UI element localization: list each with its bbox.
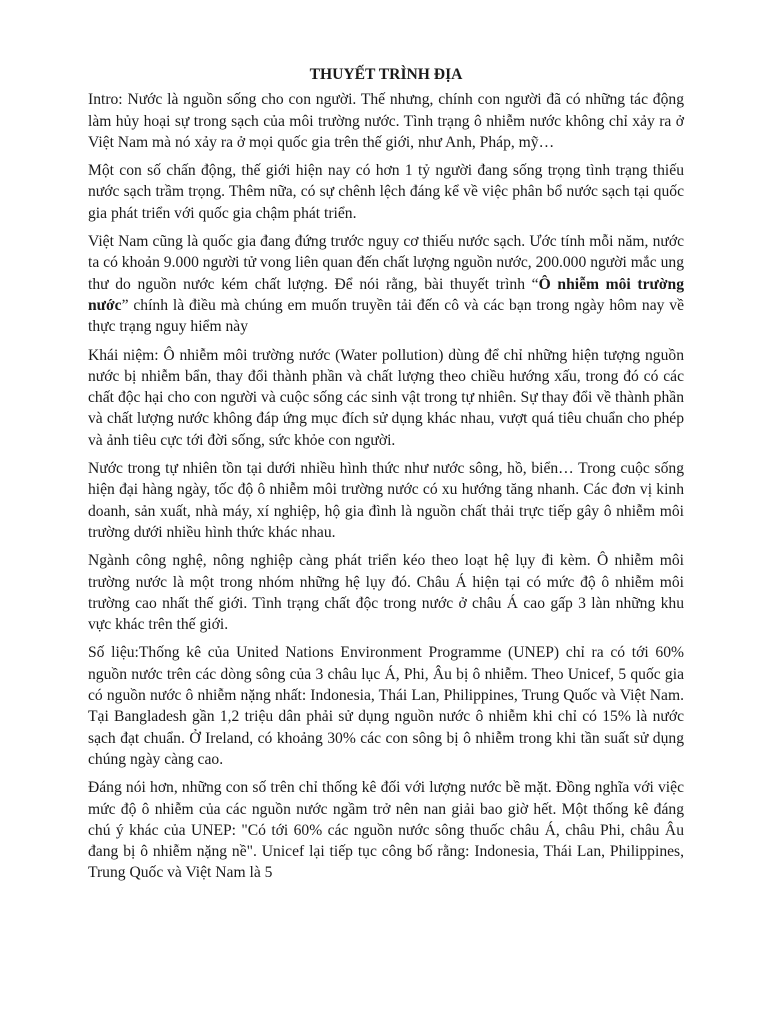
document-body (88, 64, 684, 891)
paragraph-industry: Ngành công nghệ, nông nghiệp càng phát triển kéo theo loạt hệ lụy đi kèm. Ô nhiễm môi trường nước là một trong nhóm những hệ lụy đó. Châu Á hiện tại có mức độ ô nhiễm môi trường cao nhất thế giới. Tình trạng chất độc trong nước ở châu Á cao gấp 3 làn những khu vực khác trên thế giới. (88, 552, 684, 634)
presentation-topic-bold: Ô nhiễm môi trường nước (88, 275, 684, 314)
paragraph-intro: Intro: Nước là nguồn sống cho con người. Thế nhưng, chính con người đã có những tác động làm hủy hoại sự trong sạch của môi trường nước. Tình trạng ô nhiễm nước không chỉ xảy ra ở Việt Nam mà nó xảy ra ở mọi quốc gia trên thế giới, như Anh, Pháp, mỹ… (88, 91, 684, 151)
paragraph-vietnam (88, 231, 684, 337)
paragraph-statistic-shock: Một con số chấn động, thế giới hiện nay có hơn 1 tỷ người đang sống trọng tình trạng thiếu nước sạch trầm trọng. Thêm nữa, có sự chênh lệch đáng kể về việc phân bổ nước sạch tại quốc gia phát triển với quốc gia chậm phát triển. (88, 162, 684, 222)
paragraph-natural-water: Nước trong tự nhiên tồn tại dưới nhiều hình thức như nước sông, hồ, biển… Trong cuộc sống hiện đại hàng ngày, tốc độ ô nhiễm môi trường nước có xu hướng tăng nhanh. Các đơn vị kinh doanh, sản xuất, nhà máy, xí nghiệp, hộ gia đình là nguồn chất thải trực tiếp gây ô nhiễm môi trường dưới nhiều hình thức khác nhau. (88, 460, 684, 541)
paragraph-data: Số liệu:Thống kê của United Nations Environment Programme (UNEP) chỉ ra có tới 60% nguồn nước trên các dòng sông của 3 châu lục Á, Phi, Âu bị ô nhiễm. Theo Unicef, 5 quốc gia có nguồn nước ô nhiễm nặng nhất: Indonesia, Thái Lan, Philippines, Trung Quốc và Việt Nam. Tại Bangladesh gần 1,2 triệu dân phải sử dụng nguồn nước ô nhiễm khi chỉ có 15% là nước sạch đạt chuẩn. Ở Ireland, có khoảng 30% các con sông bị ô nhiễm trong khi tần suất sử dụng chúng ngày càng cao. (88, 644, 684, 768)
paragraph-definition: Khái niệm: Ô nhiễm môi trường nước (Water pollution) dùng để chỉ những hiện tượng nguồn nước bị nhiễm bẩn, thay đổi thành phần và chất lượng theo chiều hướng xấu, trong đó có các chất độc hại cho con người và cuộc sống các sinh vật trong tự nhiên. Sự thay đổi về thành phần và chất lượng nước không đáp ứng mục đích sử dụng khác nhau, vượt quá tiêu chuẩn cho phép và ảnh tiêu cực tới đời sống, sức khỏe con người. (88, 346, 684, 449)
paragraph-vietnam-text-after: ” chính là điều mà chúng em muốn truyền tải đến cô và các bạn trong ngày hôm nay về thực trạng nguy hiểm này (88, 296, 684, 336)
paragraph-surface-water: Đáng nói hơn, những con số trên chỉ thống kê đối với lượng nước bề mặt. Đồng nghĩa với việc mức độ ô nhiễm của các nguồn nước ngầm trở nên nan giải bao giờ hết. Một thống kê đáng chú ý khác của UNEP: "Có tới 60% các nguồn nước sông thuốc châu Á, châu Phi, châu Âu đang bị ô nhiễm nặng nề". Unicef lại tiếp tục công bố rằng: Indonesia, Thái Lan, Philippines, Trung Quốc và Việt Nam là 5 (88, 779, 684, 882)
paragraph-vietnam-text-before: Việt Nam cũng là quốc gia đang đứng trước nguy cơ thiếu nước sạch. Ước tính mỗi năm, nước ta có khoản 9.000 người tử vong liên quan đến chất lượng nguồn nước, 200.000 người mắc ung thư do nguồn nước kém chất lượng. Để nói rằng, bài thuyết trình “ (88, 233, 684, 293)
document-title: THUYẾT TRÌNH ĐỊA (309, 66, 463, 83)
